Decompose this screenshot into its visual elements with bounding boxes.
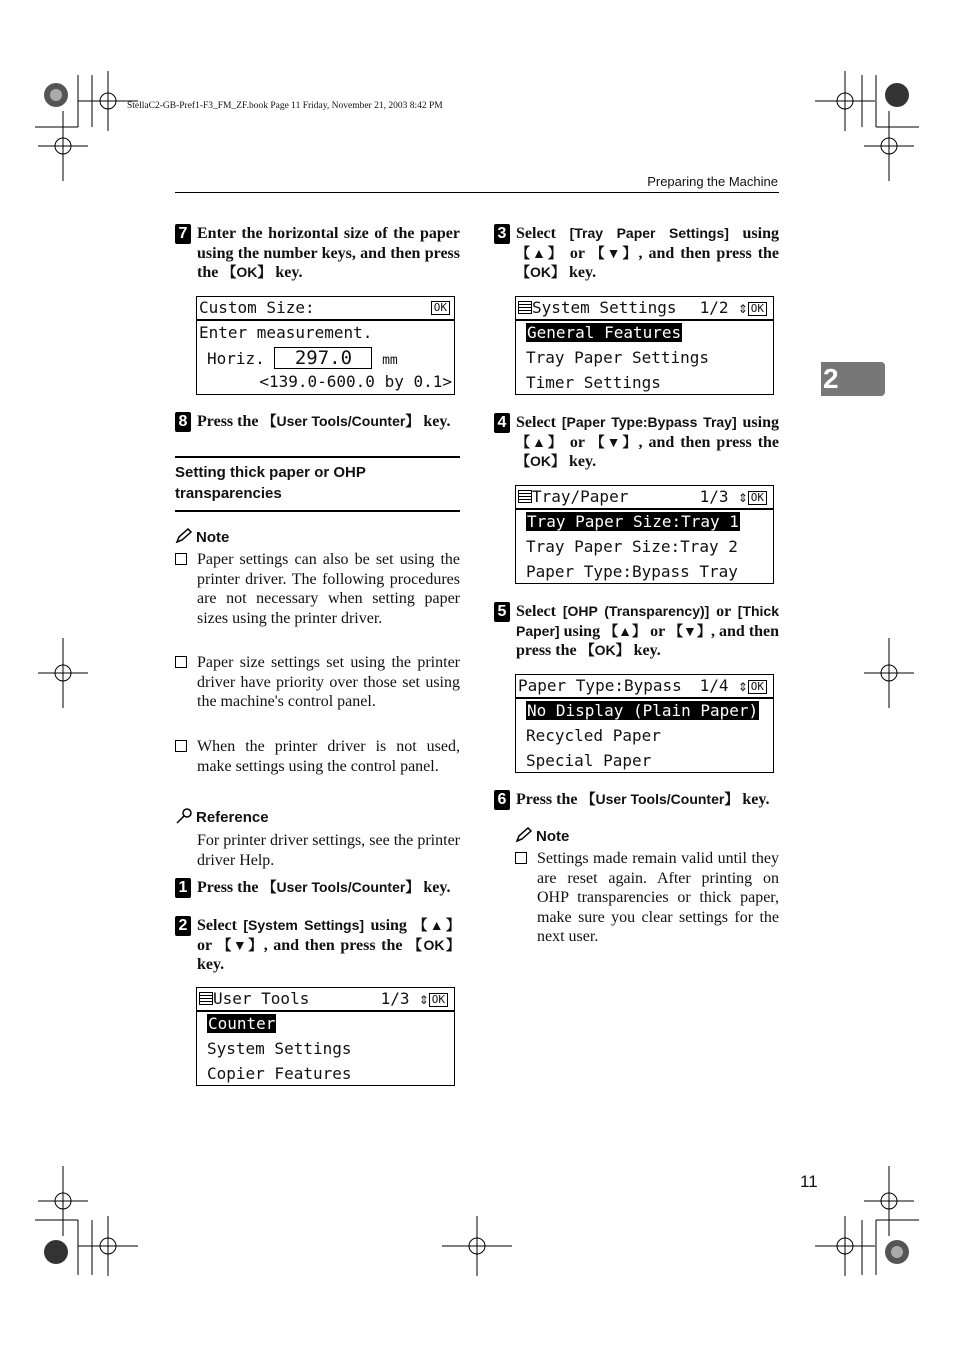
note-heading: Note [515, 827, 569, 845]
lcd-paper-type: Paper Type:Bypass 1/4 ⇕ OK No Display (Plain Paper) Recycled Paper Special Paper [515, 674, 774, 773]
menu-icon [518, 490, 532, 503]
step-3: 3 Select [Tray Paper Settings] using 【▲】 or 【▼】, and then press the 【OK】 key. [494, 224, 779, 288]
ok-icon: OK [748, 491, 767, 505]
step-5: 5 Select [OHP (Transparency)] or [Thick Paper] using 【▲】 or 【▼】, and then press the 【OK】 key. [494, 602, 779, 666]
file-info: StellaC2-GB-Pref1-F3_FM_ZF.book Page 11 Friday, November 21, 2003 8:42 PM [127, 101, 443, 111]
pencil-icon [175, 528, 193, 544]
ok-icon: OK [429, 993, 448, 1007]
menu-icon [518, 301, 532, 314]
step-2: 2 Select [System Settings] using 【▲】 or 【▼】, and then press the 【OK】 key. [175, 916, 460, 978]
lcd-system-settings: System Settings 1/2 ⇕ OK General Features Tray Paper Settings Timer Settings [515, 296, 774, 395]
step-number: 7 [175, 224, 191, 244]
step-7: 7 Enter the horizontal size of the paper using the number keys, and then press the 【OK】 key. [175, 224, 460, 288]
step-1: 1 Press the 【User Tools/Counter】 key. [175, 878, 460, 900]
note-item: Settings made remain valid until they are reset again. After printing on OHP transparencies or thick paper, make sure you clear settings for the next user. [515, 849, 779, 947]
chapter-number: 2 [823, 363, 839, 394]
step-6: 6 Press the 【User Tools/Counter】 key. [494, 790, 779, 812]
pencil-icon [515, 827, 533, 843]
color-target-marks [44, 83, 909, 1264]
page-number: 11 [800, 1172, 818, 1191]
menu-icon [199, 992, 213, 1005]
note-heading: Note [175, 528, 229, 546]
section-title: Setting thick paper or OHP transparencies [175, 464, 366, 502]
lcd-custom-size: Custom Size: OK Enter measurement. Horiz. 297.0 mm <139.0-600.0 by 0.1> [196, 296, 455, 395]
ok-icon: OK [748, 680, 767, 694]
note-item: Paper size settings set using the printer driver have priority over those set using the machine's control panel. [175, 653, 460, 731]
note-item: When the printer driver is not used, make settings using the control panel. [175, 737, 460, 795]
lcd-tray-paper: Tray/Paper 1/3 ⇕ OK Tray Paper Size:Tray 1 Tray Paper Size:Tray 2 Paper Type:Bypass Tray [515, 485, 774, 584]
horiz-value-field: 297.0 [274, 347, 372, 369]
header-rule [175, 192, 779, 193]
note-item: Paper settings can also be set using the printer driver. The following procedures are not necessary when setting paper sizes using the printer driver. [175, 550, 460, 648]
ok-icon: OK [748, 302, 767, 316]
reference-text: For printer driver settings, see the printer driver Help. [197, 832, 460, 869]
step-8: 8 Press the 【User Tools/Counter】 key. [175, 412, 460, 434]
registration-marks [38, 71, 914, 1276]
step-4: 4 Select [Paper Type:Bypass Tray] using 【▲】 or 【▼】, and then press the 【OK】 key. [494, 413, 779, 477]
ok-icon: OK [431, 301, 450, 315]
reference-heading: Reference [175, 808, 269, 826]
chapter-tab [821, 362, 885, 396]
running-header: Preparing the Machine [647, 174, 778, 189]
lcd-user-tools: User Tools 1/3 ⇕ OK Counter System Settings Copier Features [196, 987, 455, 1086]
key-icon [175, 808, 193, 824]
